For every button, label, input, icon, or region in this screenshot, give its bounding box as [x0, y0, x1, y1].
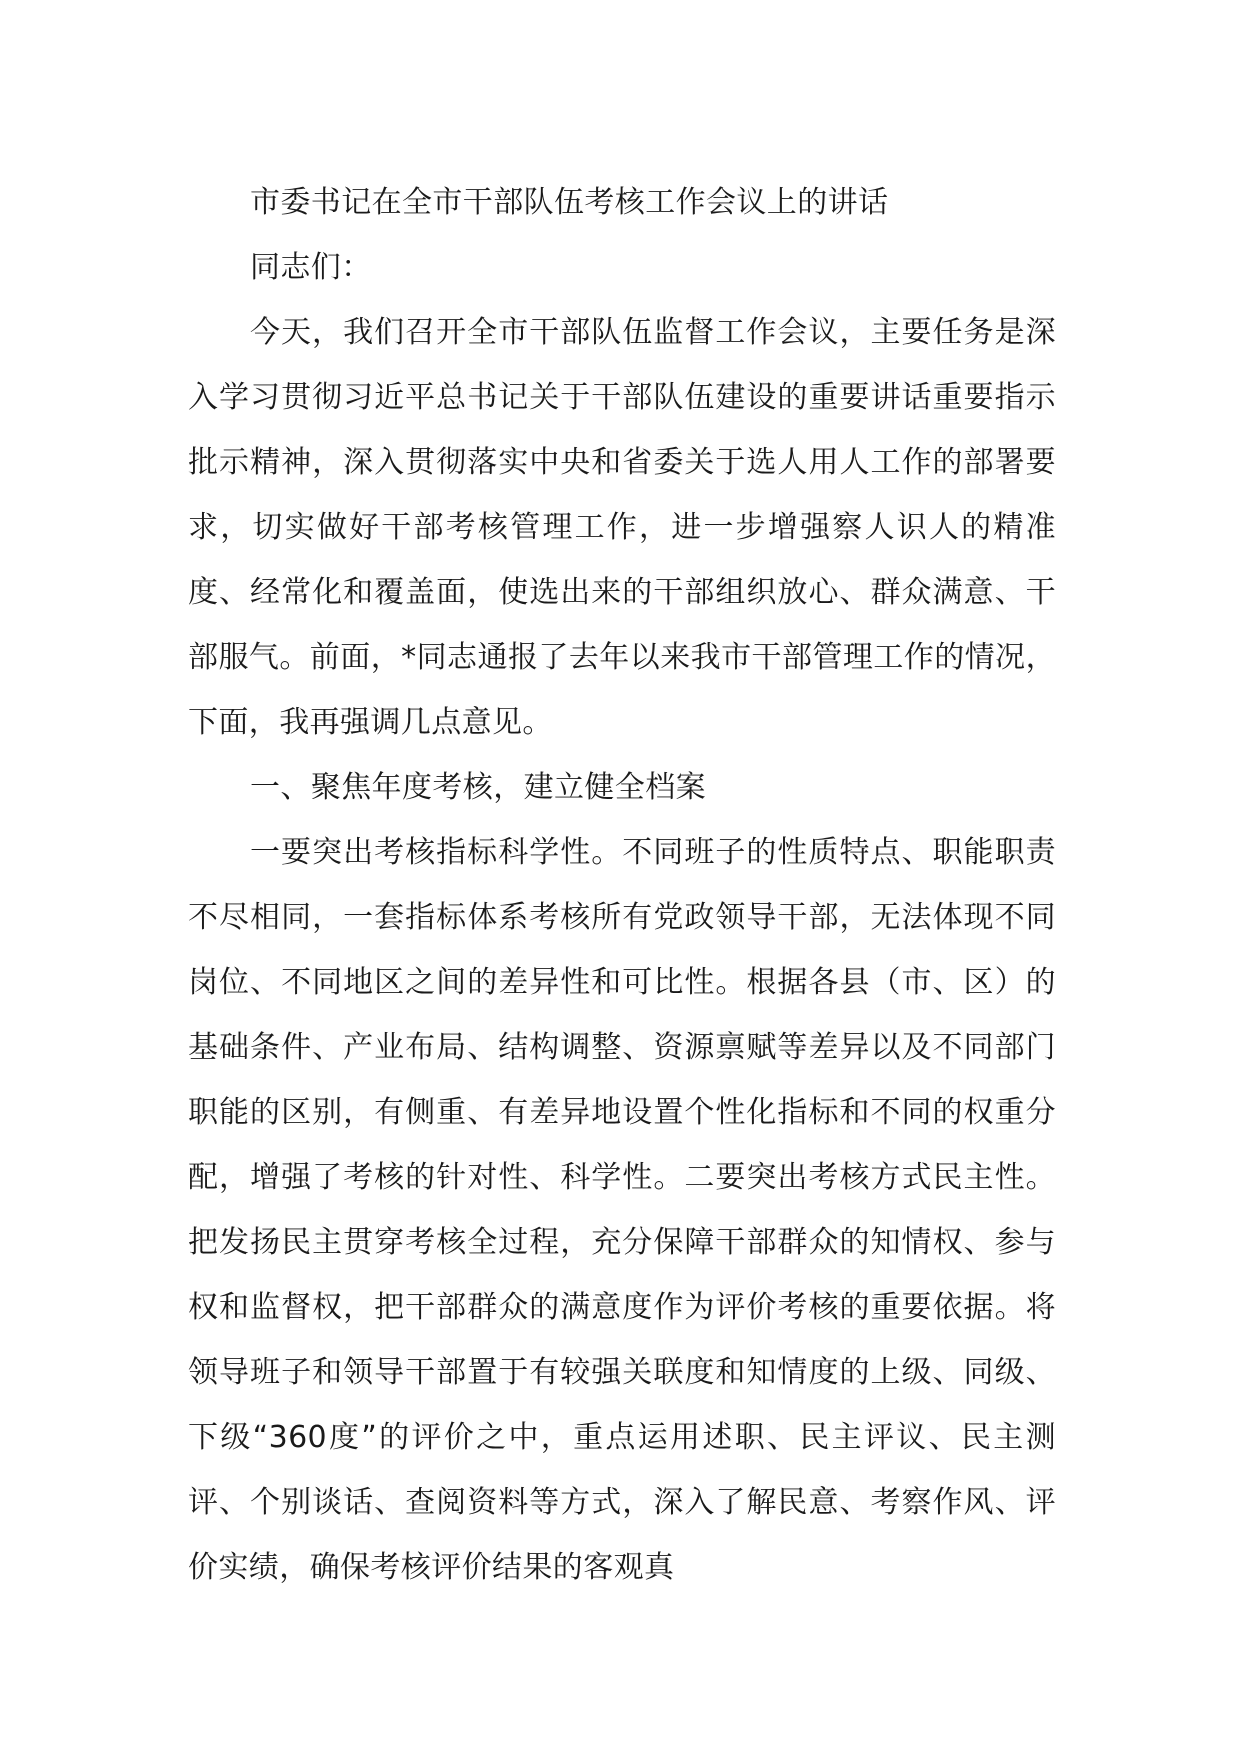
document-body: [188, 170, 1056, 1600]
salutation: 同志们：: [250, 250, 372, 285]
intro-paragraph: 今天，我们召开全市干部队伍监督工作会议，主要任务是深入学习贯彻习近平总书记关于干部队伍建设的重要讲话重要指示批示精神，深入贯彻落实中央和省委关于选人用人工作的部署要求，切实做好干部考核管理工作，进一步增强察人识人的精准度、经常化和覆盖面，使选出来的干部组织放心、群众满意、干部服气。前面，*同志通报了去年以来我市干部管理工作的情况，下面，我再强调几点意见。: [188, 315, 1056, 740]
document-title: 市委书记在全市干部队伍考核工作会议上的讲话: [250, 185, 889, 220]
section-heading: 一、聚焦年度考核，建立健全档案: [250, 770, 706, 805]
body-paragraph: 一要突出考核指标科学性。不同班子的性质特点、职能职责不尽相同，一套指标体系考核所有党政领导干部，无法体现不同岗位、不同地区之间的差异性和可比性。根据各县（市、区）的基础条件、产业布局、结构调整、资源禀赋等差异以及不同部门职能的区别，有侧重、有差异地设置个性化指标和不同的权重分配，增强了考核的针对性、科学性。二要突出考核方式民主性。把发扬民主贯穿考核全过程，充分保障干部群众的知情权、参与权和监督权，把干部群众的满意度作为评价考核的重要依据。将领导班子和领导干部置于有较强关联度和知情度的上级、同级、下级“360度”的评价之中，重点运用述职、民主评议、民主测评、个别谈话、查阅资料等方式，深入了解民意、考察作风、评价实绩，确保考核评价结果的客观真: [188, 835, 1056, 1585]
